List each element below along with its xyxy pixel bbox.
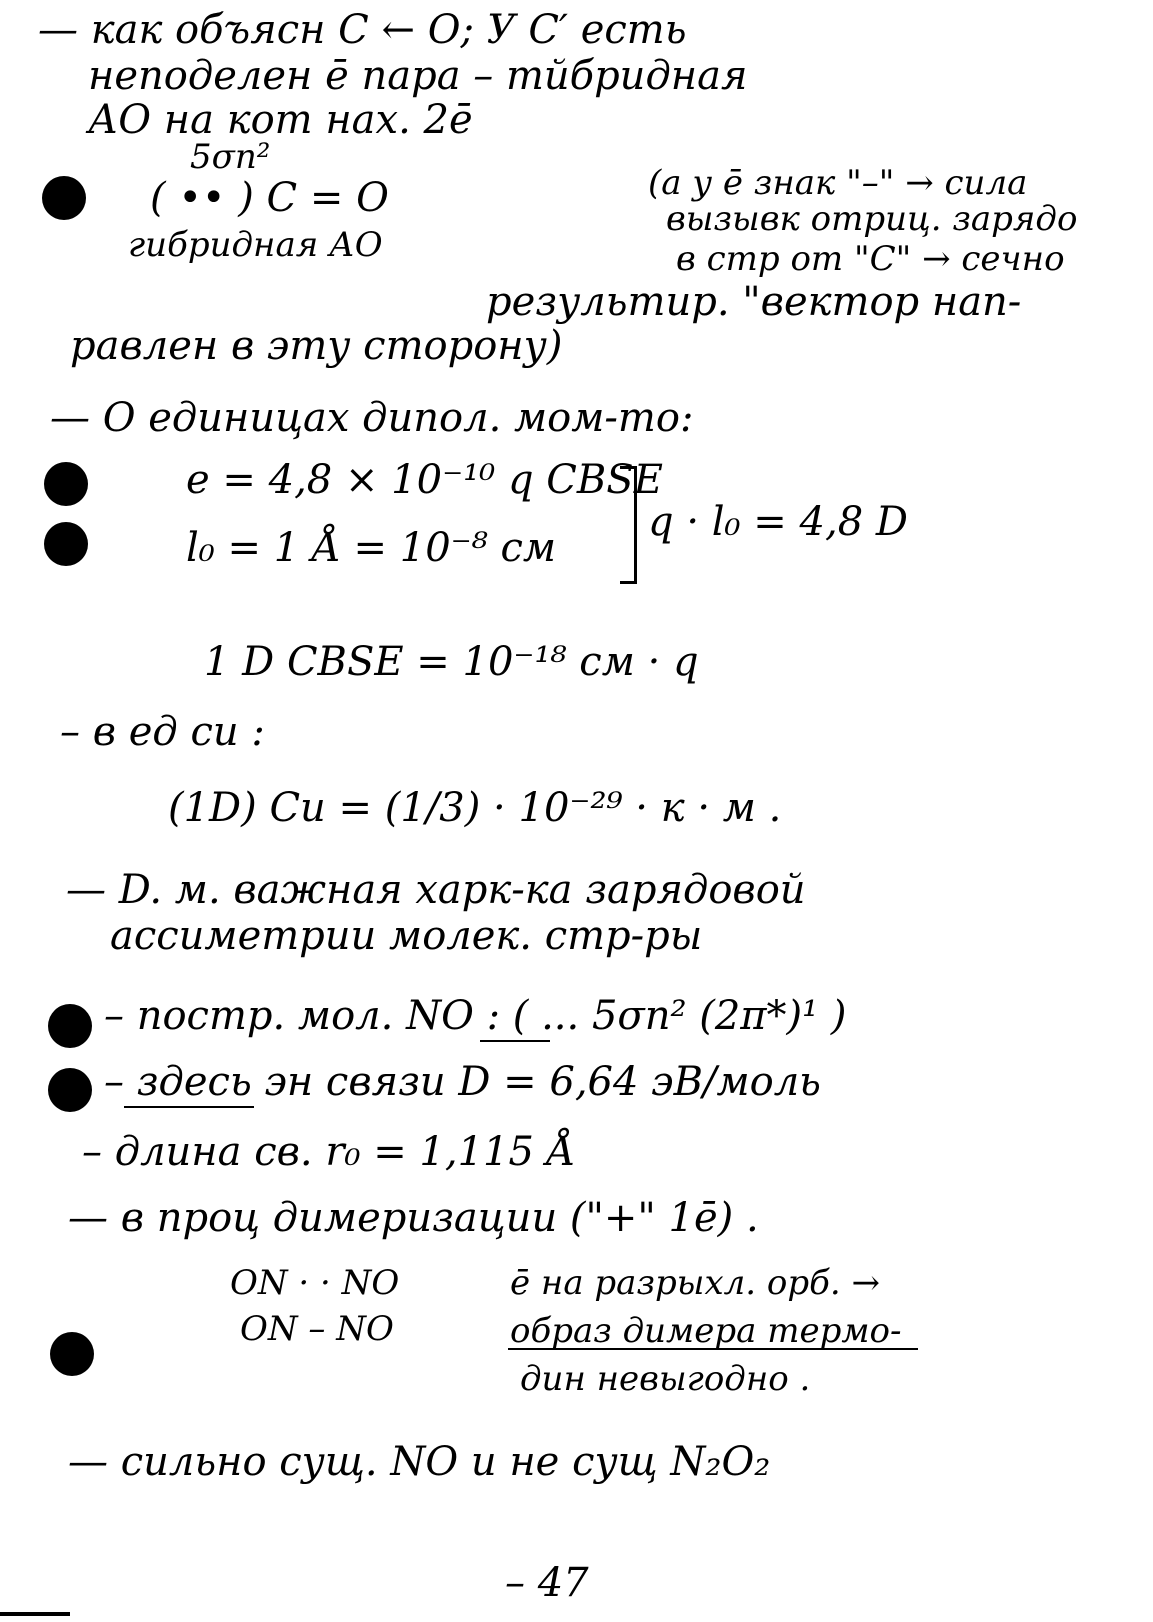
- note-line: результир. "вектор нап-: [486, 279, 1022, 325]
- note-superscript: 5σn²: [190, 137, 271, 177]
- note-line: вызывк отриц. зарядо: [666, 199, 1078, 239]
- note-line: ассиметрии молек. стр-ры: [110, 913, 703, 959]
- bullet-dot: [42, 176, 86, 220]
- note-line: ē на разрыхл. орб. →: [510, 1263, 880, 1303]
- note-line: l₀ = 1 Å = 10⁻⁸ см: [186, 525, 557, 571]
- note-line: – здесь эн связи D = 6,64 эВ/моль: [104, 1059, 821, 1105]
- note-line: – постр. мол. NO : ( ... 5σn² (2π*)¹ ): [104, 993, 847, 1039]
- note-line: неподелен ē пара – тйбридная: [88, 53, 748, 99]
- underline: [480, 1040, 550, 1042]
- note-line: e = 4,8 × 10⁻¹⁰ q CBSE: [186, 457, 663, 503]
- note-line: в стр от "C" → сечно: [676, 239, 1065, 279]
- note-line: 1 D CBSE = 10⁻¹⁸ см · q: [204, 639, 699, 685]
- note-line: ON · · NO: [230, 1263, 400, 1303]
- bullet-dot: [48, 1004, 92, 1048]
- page-number: – 47: [505, 1560, 589, 1606]
- underline: [124, 1106, 254, 1108]
- note-line: дин невыгодно .: [520, 1359, 811, 1399]
- bullet-dot: [44, 462, 88, 506]
- note-line: – длина св. r₀ = 1,115 Å: [82, 1129, 576, 1175]
- underline: [508, 1348, 918, 1350]
- curly-bracket: [620, 466, 637, 584]
- note-line: q · l₀ = 4,8 D: [648, 499, 908, 545]
- bullet-dot: [44, 522, 88, 566]
- note-line: (1D) Си = (1/3) · 10⁻²⁹ · к · м .: [168, 785, 782, 831]
- scan-edge-mark: [0, 1612, 70, 1616]
- note-line: — как объясн C ← O; У C′ есть: [38, 7, 687, 53]
- note-line: — D. м. важная харк-ка зарядовой: [66, 867, 806, 913]
- note-line: – в ед си :: [60, 709, 265, 755]
- note-line: ( •• ) C = O: [150, 175, 389, 221]
- note-line: равлен в эту сторону): [70, 323, 563, 369]
- note-line: (а у ē знак "–" → сила: [648, 163, 1028, 203]
- note-line: — О единицах дипол. мом-то:: [50, 395, 694, 441]
- bullet-dot: [48, 1068, 92, 1112]
- note-line: — в проц димеризации ("+" 1ē) .: [68, 1195, 759, 1241]
- note-line: — сильно сущ. NO и не сущ N₂O₂: [68, 1439, 771, 1485]
- note-line: образ димера термо-: [510, 1311, 902, 1351]
- bullet-dot: [50, 1332, 94, 1376]
- note-line: ON – NO: [240, 1309, 394, 1349]
- note-line: гибридная АО: [128, 225, 383, 265]
- note-line: АО на кот нах. 2ē: [88, 97, 473, 143]
